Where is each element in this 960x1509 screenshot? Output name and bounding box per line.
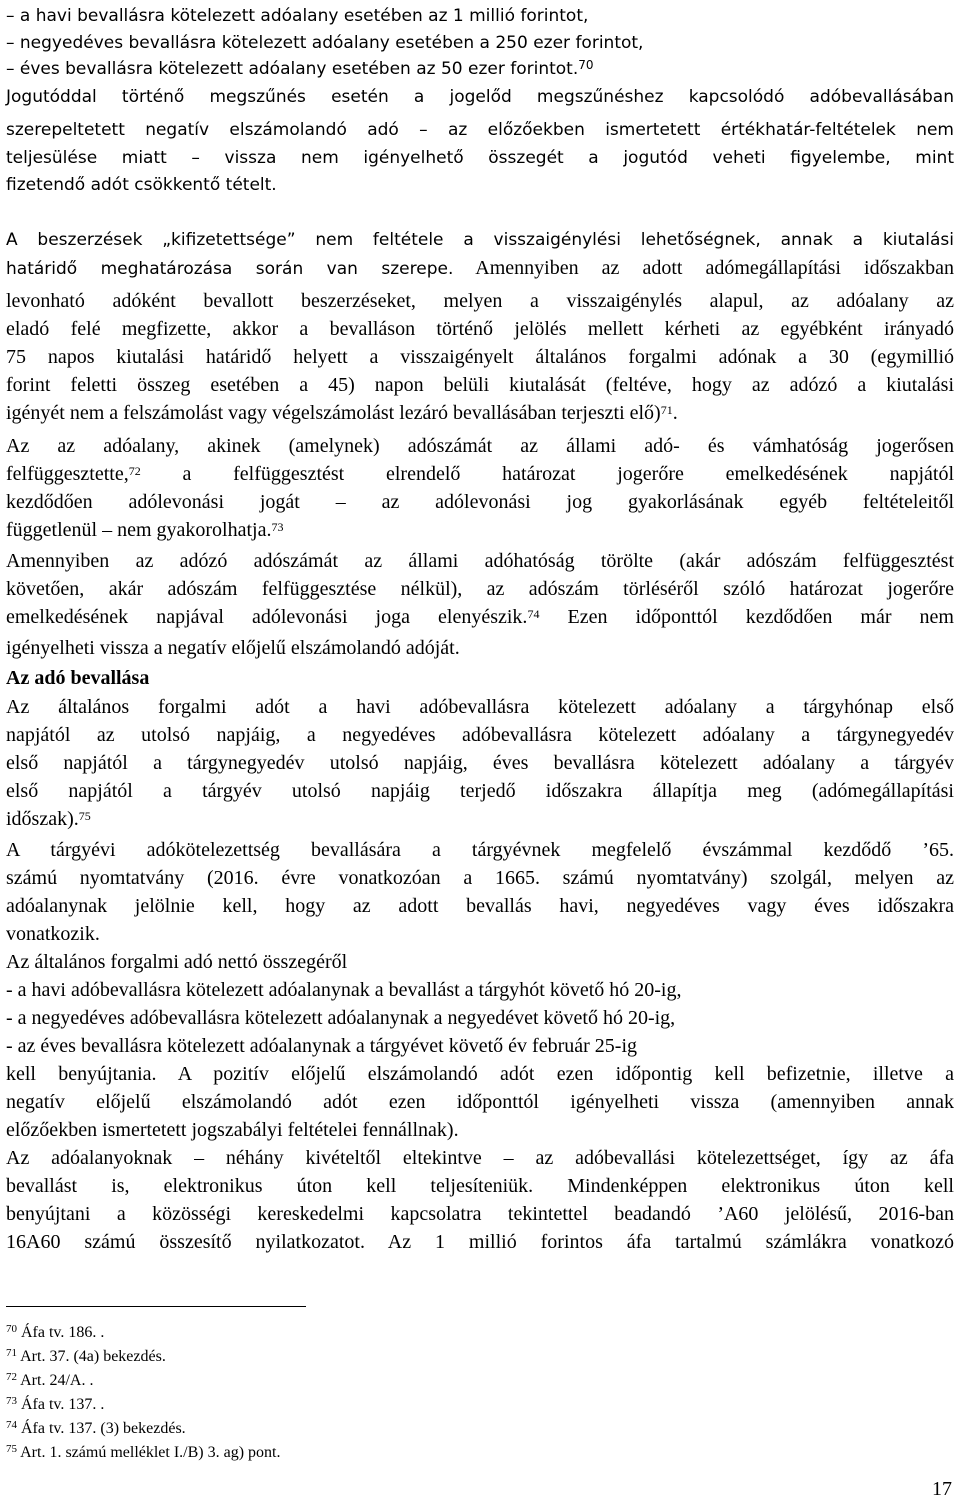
- text-line: [6, 289, 954, 313]
- footnote-number: 75: [6, 1442, 17, 1455]
- line-text: vonatkozik.: [6, 923, 100, 945]
- text-line: [6, 173, 954, 197]
- line-text: benyújtani a közösségi kereskedelmi kapcsolatra tekintettel beadandó ’A60 jelölésű, 2016-ban: [6, 1203, 954, 1225]
- line-text: Az az adóalany, akinek (amelynek) adószámát az állami adó- és vámhatóság jogerősen: [6, 435, 954, 457]
- text-line: [6, 373, 954, 397]
- text-line: [6, 723, 954, 747]
- text-line: [6, 779, 954, 803]
- section-heading: Az adó bevallása: [6, 667, 150, 689]
- text-line: [6, 31, 954, 55]
- footnote-ref: 72: [128, 463, 141, 478]
- line-text: emelkedésének napjával adólevonási joga elenyészik.: [6, 606, 528, 628]
- text-line: [6, 57, 954, 81]
- text-line: [6, 401, 954, 425]
- text-line: [6, 549, 954, 573]
- line-text: Jogutóddal történő megszűnés esetén a jogelőd megszűnéshez kapcsolódó adóbevallásában: [6, 87, 954, 107]
- line-text: - az éves bevallásra kötelezett adóalanynak a tárgyévet követő év február 25-ig: [6, 1035, 637, 1057]
- line-text-continuation: Amennyiben az adott adómegállapítási időszakban: [453, 257, 955, 279]
- line-text: követően, akár adószám felfüggesztése nélkül), az adószám törléséről szóló határozat jogerőre: [6, 578, 954, 600]
- footnote: [6, 1444, 281, 1462]
- text-line: [6, 636, 954, 660]
- line-text: előzőekben ismertetett jogszabályi feltételei fennállnak).: [6, 1119, 459, 1141]
- line-punctuation: .: [672, 402, 678, 424]
- line-text: levonható adóként bevallott beszerzéseket, melyen a visszaigénylés alapul, az adóalany az: [6, 290, 954, 312]
- line-text: napjától az utolsó napjáig, a negyedéves adóbevallásra kötelezett adóalany a tárgynegyedév: [6, 724, 954, 746]
- footnote-text: Art. 37. (4a) bekezdés.: [17, 1348, 166, 1365]
- line-text-continuation: Ezen időponttól kezdődően már nem: [539, 606, 954, 628]
- text-line: [6, 518, 954, 542]
- text-line: [6, 1090, 954, 1114]
- footnote-number: 70: [6, 1322, 17, 1335]
- text-line: [6, 950, 954, 974]
- text-line: [6, 4, 954, 28]
- text-line: [6, 1230, 954, 1254]
- footnote-text: Áfa tv. 137. (3) bekezdés.: [17, 1420, 186, 1437]
- line-text: időszak).: [6, 808, 79, 830]
- footnote: [6, 1420, 186, 1438]
- line-text: első napjától a tárgyév utolsó napjáig terjedő időszakra állapítja meg (adómegállapítási: [6, 780, 954, 802]
- text-line: [6, 807, 954, 831]
- footnote-text: Art. 1. számú melléklet I./B) 3. ag) pont.: [17, 1444, 281, 1461]
- text-line: [6, 228, 954, 252]
- footnote-ref: 71: [660, 402, 673, 417]
- line-text: – negyedéves bevallásra kötelezett adóalany esetében a 250 ezer forintot,: [6, 33, 644, 53]
- line-text: Az általános forgalmi adót a havi adóbevallásra kötelezett adóalany a tárgyhónap első: [6, 696, 954, 718]
- text-line: [6, 695, 954, 719]
- line-text: - a negyedéves adóbevallásra kötelezett adóalanynak a negyedévet követő hó 20-ig,: [6, 1007, 676, 1029]
- text-line: [6, 751, 954, 775]
- line-text: szerepeltetett negatív elszámolandó adó – az előzőekben ismertetett értékhatár-feltételek nem: [6, 120, 954, 140]
- text-line: [6, 922, 954, 946]
- line-text: Amennyiben az adózó adószámát az állami adóhatóság törölte (akár adószám felfüggesztést: [6, 550, 954, 572]
- text-line: [6, 256, 954, 281]
- footnote-ref: 74: [527, 606, 540, 621]
- line-text: számú nyomtatvány (2016. évre vonatkozóan a 1665. számú nyomtatvány) szolgál, melyen az: [6, 867, 954, 889]
- text-line: [6, 146, 954, 170]
- line-text: határidő meghatározása során van szerepe.: [6, 259, 454, 279]
- footnote-number: 72: [6, 1370, 17, 1383]
- line-text: 16A60 számú összesítő nyilatkozatot. Az 1 millió forintos áfa tartalmú számlákra vonatkozó: [6, 1231, 954, 1253]
- footnote-separator: [6, 1306, 306, 1307]
- line-text: – éves bevallásra kötelezett adóalany esetében az 50 ezer forintot.: [6, 59, 579, 79]
- footnote-number: 74: [6, 1418, 17, 1431]
- text-line: [6, 666, 954, 690]
- page-number: 17: [932, 1478, 952, 1500]
- footnote-ref: 70: [578, 57, 594, 72]
- footnote-text: Áfa tv. 186. .: [17, 1324, 105, 1341]
- text-line: [6, 345, 954, 369]
- text-line: [6, 118, 954, 142]
- line-text: eladó felé megfizette, akkor a bevalláson történő jelölés mellett kérheti az egyébként irányadó: [6, 318, 954, 340]
- line-text: függetlenül – nem gyakorolhatja.: [6, 519, 272, 541]
- text-line: [6, 1174, 954, 1198]
- line-text: forint feletti összeg esetében a 45) napon belüli kiutalását (feltéve, hogy az adózó a kiutalási: [6, 374, 954, 396]
- text-line: [6, 490, 954, 514]
- line-text: igényelheti vissza a negatív előjelű elszámolandó adóját.: [6, 637, 460, 659]
- footnote-number: 73: [6, 1394, 17, 1407]
- text-line: [6, 1062, 954, 1086]
- line-text: 75 napos kiutalási határidő helyett a visszaigényelt általános forgalmi adónak a 30 (egymillió: [6, 346, 954, 368]
- line-text-continuation: a felfüggesztést elrendelő határozat jogerőre emelkedésének napjától: [140, 463, 954, 485]
- text-line: [6, 1118, 954, 1142]
- footnote: [6, 1324, 104, 1342]
- line-text: kezdődően adólevonási jogát – az adólevonási jog gyakorlásának egyéb feltételeitől: [6, 491, 954, 513]
- text-line: [6, 85, 954, 109]
- line-text: Az általános forgalmi adó nettó összegéről: [6, 951, 348, 973]
- line-text: A beszerzések „kifizetettsége” nem feltétele a visszaigénylési lehetőségnek, annak a kiutalási: [6, 230, 954, 250]
- text-line: [6, 1034, 954, 1058]
- text-line: [6, 1202, 954, 1226]
- line-text: igényét nem a felszámolást vagy végelszámolást lezáró bevallásában terjeszti elő): [6, 402, 661, 424]
- line-text: teljesülése miatt – vissza nem igényelhető összegét a jogutód veheti figyelembe, mint: [6, 148, 954, 168]
- text-line: [6, 894, 954, 918]
- line-text: adóalanynak jelölnie kell, hogy az adott bevallás havi, negyedéves vagy éves időszakra: [6, 895, 954, 917]
- text-line: [6, 838, 954, 862]
- footnote: [6, 1396, 104, 1414]
- footnote-ref: 73: [271, 519, 284, 534]
- line-text: – a havi bevallásra kötelezett adóalany esetében az 1 millió forintot,: [6, 6, 589, 26]
- line-text: negatív előjelű elszámolandó adót ezen időponttól igényelheti vissza (amennyiben annak: [6, 1091, 954, 1113]
- text-line: [6, 605, 954, 629]
- footnote: [6, 1372, 93, 1390]
- text-line: [6, 866, 954, 890]
- text-line: [6, 462, 954, 486]
- footnote-text: Áfa tv. 137. .: [17, 1396, 105, 1413]
- text-line: [6, 1146, 954, 1170]
- footnote-ref: 75: [78, 808, 91, 823]
- line-text: felfüggesztette,: [6, 463, 129, 485]
- text-line: [6, 978, 954, 1002]
- line-text: fizetendő adót csökkentő tételt.: [6, 175, 277, 195]
- line-text: első napjától a tárgynegyedév utolsó napjáig, éves bevallásra kötelezett adóalany a tárgyév: [6, 752, 954, 774]
- line-text: - a havi adóbevallásra kötelezett adóalanynak a bevallást a tárgyhót követő hó 20-ig,: [6, 979, 682, 1001]
- text-line: [6, 317, 954, 341]
- footnote-number: 71: [6, 1346, 17, 1359]
- line-text: bevallást is, elektronikus úton kell teljesíteniük. Mindenképpen elektronikus úton kell: [6, 1175, 954, 1197]
- text-line: [6, 434, 954, 458]
- line-text: kell benyújtania. A pozitív előjelű elszámolandó adót ezen időpontig kell befizetnie, illetve a: [6, 1063, 954, 1085]
- line-text: Az adóalanyoknak – néhány kivételtől eltekintve – az adóbevallási kötelezettséget, így az áfa: [6, 1147, 954, 1169]
- footnote: [6, 1348, 166, 1366]
- footnote-text: Art. 24/A. .: [17, 1372, 94, 1389]
- text-line: [6, 1006, 954, 1030]
- line-text: A tárgyévi adókötelezettség bevallására a tárgyévnek megfelelő évszámmal kezdődő ’65.: [6, 839, 954, 861]
- text-line: [6, 577, 954, 601]
